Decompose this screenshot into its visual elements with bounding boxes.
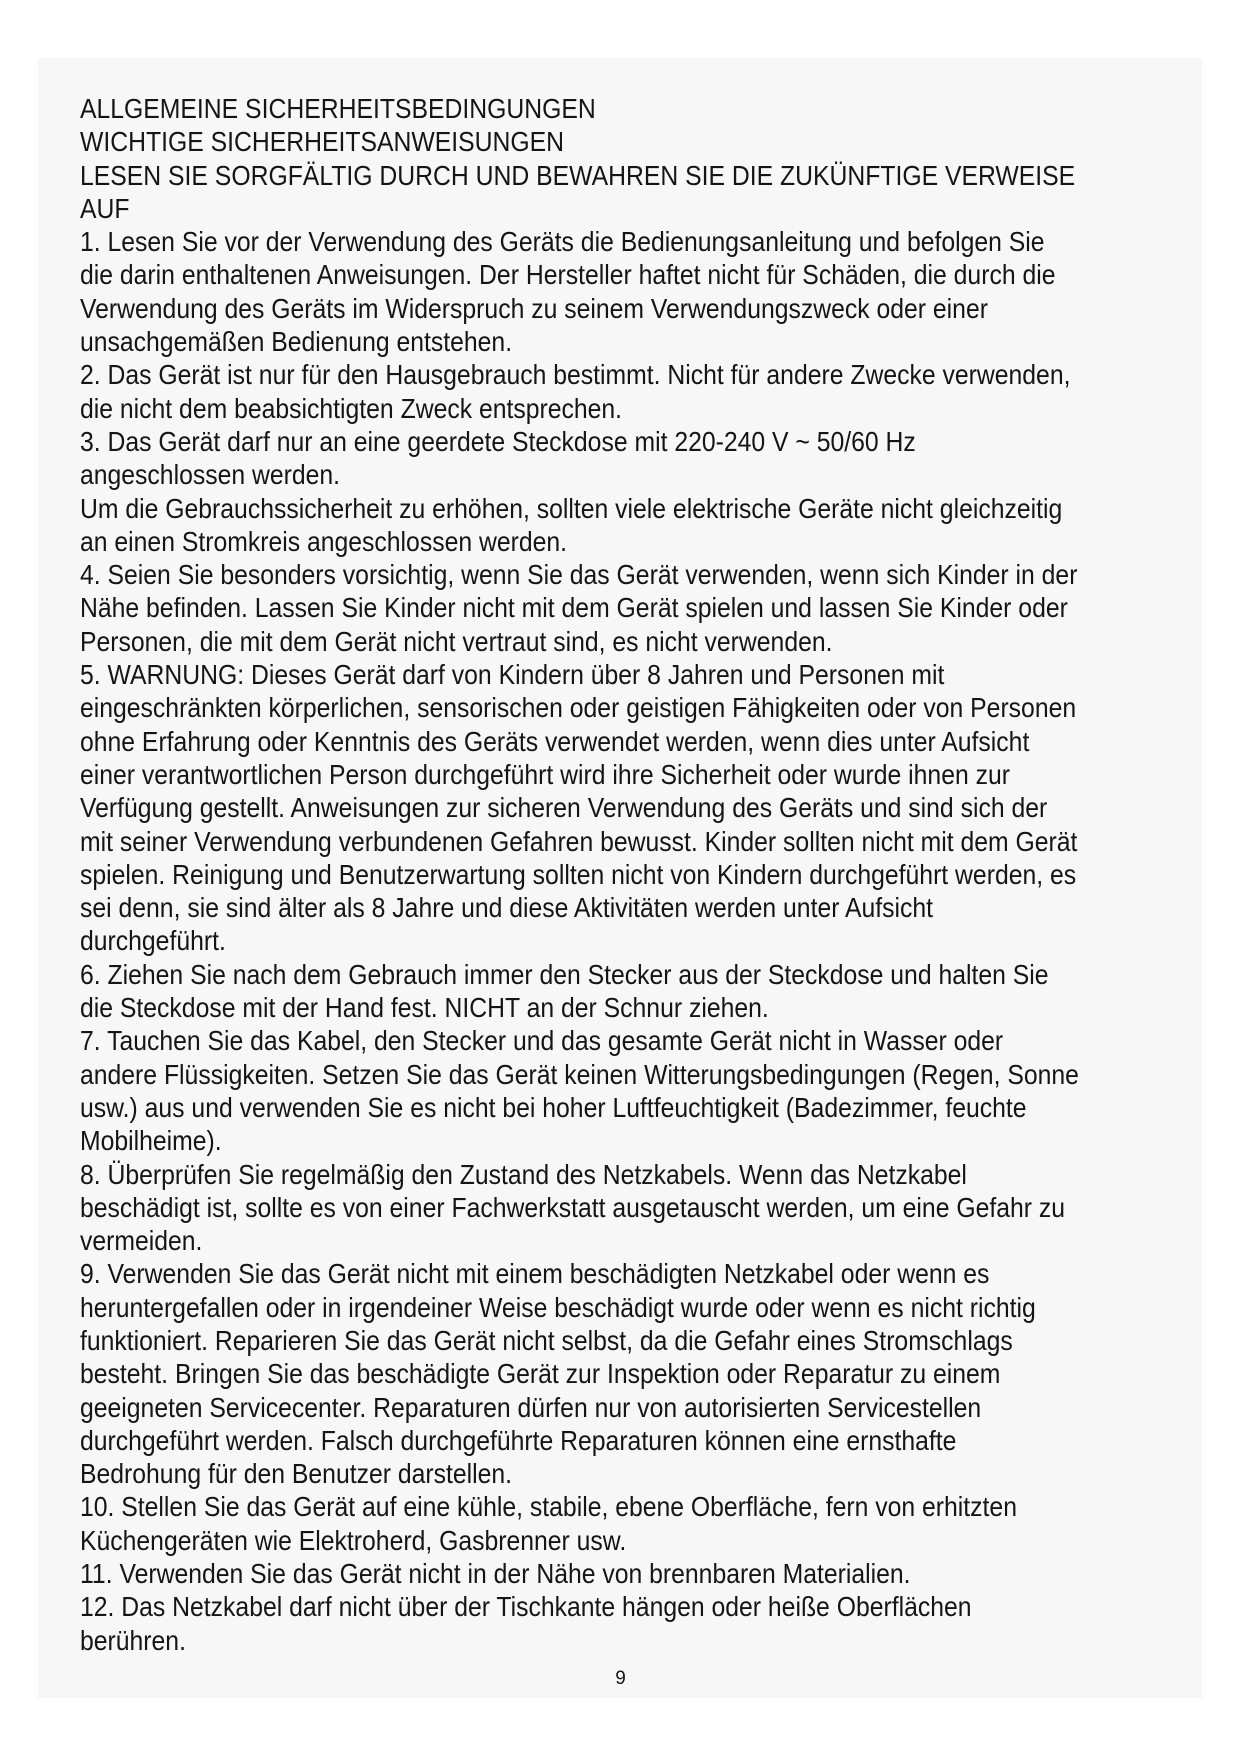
instruction-item-5-warning: 5. WARNUNG: Dieses Gerät darf von Kindern über 8 Jahren und Personen mit eingeschränkten körperlichen, sensorischen oder geistigen Fähigkeiten oder von Personen ohne Erfahrung oder Kenntnis des Geräts verwendet werden, wenn dies unter Aufsicht einer verantwortlichen Person durchgeführt wird ihre Sicherheit oder wurde ihnen zur Verfügung gestellt. Anweisungen zur sicheren Verwendung des Geräts und sind sich der mit seiner Verwendung verbundenen Gefahren bewusst. Kinder sollten nicht mit dem Gerät spielen. Reinigung und Benutzerwartung sollten nicht von Kindern durchgeführt werden, es sei denn, sie sind älter als 8 Jahre und diese Aktivitäten werden unter Aufsicht durchgeführt. (80, 659, 1078, 957)
instruction-item-8: 8. Überprüfen Sie regelmäßig den Zustand des Netzkabels. Wenn das Netzkabel beschädigt ist, sollte es von einer Fachwerkstatt ausgetauscht werden, um eine Gefahr zu vermeiden. (80, 1158, 1066, 1257)
heading-general-safety: ALLGEMEINE SICHERHEITSBEDINGUNGEN (80, 93, 596, 124)
instruction-note-circuit: Um die Gebrauchssicherheit zu erhöhen, sollten viele elektrische Geräte nicht gleichzeitig an einen Stromkreis angeschlossen werden. (80, 492, 1063, 557)
page-number: 9 (615, 1668, 626, 1689)
heading-read-carefully: LESEN SIE SORGFÄLTIG DURCH UND BEWAHREN SIE DIE ZUKÜNFTIGE VERWEISE AUF (80, 159, 1076, 224)
heading-important-instructions: WICHTIGE SICHERHEITSANWEISUNGEN (80, 126, 565, 158)
instruction-item-2: 2. Das Gerät ist nur für den Hausgebrauch bestimmt. Nicht für andere Zwecke verwenden, die nicht dem beabsichtigten Zweck entsprechen. (80, 359, 1071, 424)
instruction-item-4: 4. Seien Sie besonders vorsichtig, wenn Sie das Gerät verwenden, wenn sich Kinder in der Nähe befinden. Lassen Sie Kinder nicht mit dem Gerät spielen und lassen Sie Kinder oder Personen, die mit dem Gerät nicht vertraut sind, es nicht verwenden. (80, 559, 1078, 657)
instruction-item-3: 3. Das Gerät darf nur an eine geerdete Steckdose mit 220-240 V ~ 50/60 Hz angeschlossen werden. (80, 425, 916, 491)
instruction-item-12: 12. Das Netzkabel darf nicht über der Tischkante hängen oder heiße Oberflächen berühren. (80, 1591, 972, 1656)
instruction-item-10: 10. Stellen Sie das Gerät auf eine kühle, stabile, ebene Oberfläche, fern von erhitzten Küchengeräten wie Elektroherd, Gasbrenner usw. (80, 1491, 1017, 1556)
instruction-item-9: 9. Verwenden Sie das Gerät nicht mit einem beschädigten Netzkabel oder wenn es heruntergefallen oder in irgendeiner Weise beschädigt wurde oder wenn es nicht richtig funktioniert. Reparieren Sie das Gerät nicht selbst, da die Gefahr eines Stromschlags besteht. Bringen Sie das beschädigte Gerät zur Inspektion oder Reparatur zu einem geeigneten Servicecenter. Reparaturen dürfen nur von autorisierten Servicestellen durchgeführt werden. Falsch durchgeführte Reparaturen können eine ernsthafte Bedrohung für den Benutzer darstellen. (80, 1258, 1036, 1490)
instruction-item-1: 1. Lesen Sie vor der Verwendung des Geräts die Bedienungsanleitung und befolgen Sie die darin enthaltenen Anweisungen. Der Hersteller haftet nicht für Schäden, die durch die Verwendung des Geräts im Widerspruch zu seinem Verwendungszweck oder einer unsachgemäßen Bedienung entstehen. (80, 226, 1056, 358)
instruction-item-11: 11. Verwenden Sie das Gerät nicht in der Nähe von brennbaren Materialien. (80, 1558, 911, 1590)
document-body (80, 92, 1079, 1657)
instruction-item-6: 6. Ziehen Sie nach dem Gebrauch immer den Stecker aus der Steckdose und halten Sie die Steckdose mit der Hand fest. NICHT an der Schnur ziehen. (80, 958, 1049, 1024)
instruction-item-7: 7. Tauchen Sie das Kabel, den Stecker und das gesamte Gerät nicht in Wasser oder andere Flüssigkeiten. Setzen Sie das Gerät keinen Witterungsbedingungen (Regen, Sonne usw.) aus und verwenden Sie es nicht bei hoher Luftfeuchtigkeit (Badezimmer, feuchte Mobilheime). (80, 1025, 1079, 1157)
